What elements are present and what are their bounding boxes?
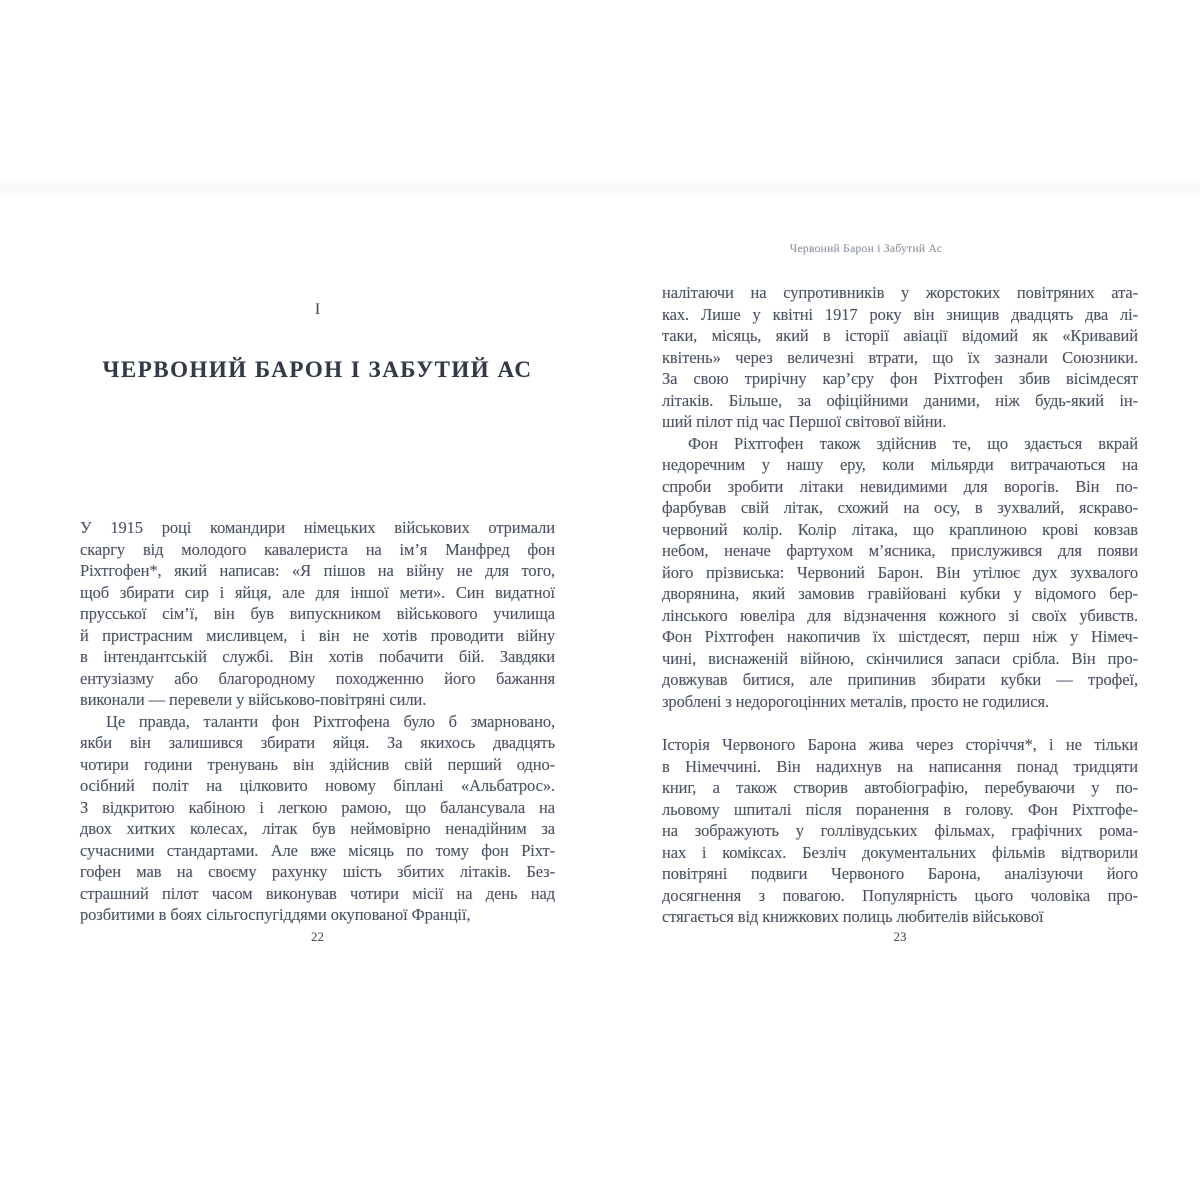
text-line: ентузіазму або благородному походженню його бажання bbox=[80, 668, 555, 688]
text-line: скаргу від молодого кавалериста на ім’я Манфред фон bbox=[80, 539, 555, 559]
text-line: фарбував свій літак, схожий на осу, в зухвалий, яскраво- bbox=[662, 498, 1138, 517]
text-line: небом, неначе фартухом м’ясника, прислужився для появи bbox=[662, 541, 1138, 560]
text-line: чотири години тренувань він здійснив свій перший одно- bbox=[80, 754, 555, 774]
text-line: спроби зробити літаки невидимими для ворогів. Він по- bbox=[662, 476, 1138, 496]
text-line: льовому шпиталі після поранення в голову. Фон Ріхтгофе- bbox=[662, 799, 1138, 819]
text-line: страшний пілот часом виконував чотири місії на день над bbox=[80, 883, 555, 903]
text-line: на зображують у голлівудських фільмах, графічних рома- bbox=[662, 821, 1138, 840]
text-line: ках. Лише у квітні 1917 року він знищив двадцять два лі- bbox=[662, 304, 1138, 324]
text-line: в інтендантській службі. Він хотів побачити бій. Завдяки bbox=[80, 647, 555, 666]
page-left-body bbox=[80, 517, 555, 926]
text-line: недоречним у нашу еру, коли мільярди витрачаються на bbox=[662, 455, 1138, 474]
text-line: щоб збирати сир і яйця, але для іншої мети». Син видатної bbox=[80, 582, 555, 602]
chapter-number: I bbox=[314, 301, 321, 318]
text-line: двох хитких колесах, літак був неймовірно ненадійним за bbox=[80, 819, 555, 838]
text-line: квітень» через величезні втрати, що їх зазнали Союзники. bbox=[662, 347, 1138, 367]
text-line: Фон Ріхтгофен також здійснив те, що здається вкрай bbox=[688, 433, 1138, 453]
text-line: таки, місяць, який в історії авіації відомий як «Кривавий bbox=[662, 326, 1138, 345]
text-line: літаків. Більше, за офіційними даними, ніж будь-який ін- bbox=[662, 390, 1138, 410]
scan-top-edge-shadow bbox=[0, 178, 1200, 198]
text-line: чині, виснаженій війною, скінчилися запаси срібла. Він про- bbox=[662, 648, 1138, 668]
chapter-title: ЧЕРВОНИЙ БАРОН І ЗАБУТИЙ АС bbox=[102, 357, 533, 382]
text-line: досягнення з повагою. Популярність цього чоловіка про- bbox=[662, 885, 1138, 905]
text-line: виконали — перевели у військово-повітряні сили. bbox=[80, 690, 427, 709]
text-line: ший пілот під час Першої світової війни. bbox=[662, 412, 947, 431]
text-line: червоний колір. Колір літака, що краплиною крові ковзав bbox=[662, 519, 1138, 539]
text-line: сучасними стандартами. Але вже місяць по тому фон Ріхт- bbox=[80, 840, 555, 860]
text-line: Це правда, таланти фон Ріхтгофена було б змарновано, bbox=[106, 711, 555, 731]
text-line: стягається від книжкових полиць любителів військової bbox=[662, 907, 1044, 926]
text-line: Фон Ріхтгофен накопичив їх шістдесят, перш ніж у Німеч- bbox=[662, 627, 1138, 646]
text-line: За свою трирічну кар’єру фон Ріхтгофен збив вісімдесят bbox=[662, 369, 1138, 388]
text-line: повітряні подвиги Червоного Барона, аналізуючи його bbox=[662, 864, 1138, 883]
text-line: розбитими в боях сільгоспугіддями окупованої Франції, bbox=[80, 905, 471, 924]
page-right-body bbox=[662, 282, 1138, 928]
text-line: дворянина, який замовив гравійовані кубки у відомого бер- bbox=[662, 584, 1138, 603]
text-line: У 1915 році командири німецьких військових отримали bbox=[80, 518, 555, 537]
text-line: книг, а також створив автобіографію, перебуваючи у по- bbox=[662, 778, 1138, 797]
text-line: його прізвиська: Червоний Барон. Він утілює дух зухвалого bbox=[662, 562, 1138, 582]
text-line: Ріхтгофен*, який написав: «Я пішов на війну не для того, bbox=[80, 561, 555, 580]
text-line: гофен мав на своєму рахунку шість збитих літаків. Без- bbox=[80, 862, 555, 881]
paragraph-gap bbox=[662, 712, 1138, 734]
text-line: налітаючи на супротивників у жорстоких повітряних ата- bbox=[662, 283, 1138, 302]
text-line: й пристрасним мисливцем, і він не хотів проводити війну bbox=[80, 625, 555, 645]
text-line: якби він залишився збирати яйця. За якихось двадцять bbox=[80, 733, 555, 752]
text-line: в Німеччині. Він надихнув на написання понад тридцяти bbox=[662, 756, 1138, 776]
text-line: лінського ювеліра для відзначення кожного зі своїх убивств. bbox=[662, 605, 1138, 625]
page-number-right: 23 bbox=[893, 929, 907, 944]
text-line: довжував битися, але припинив збирати кубки — трофеї, bbox=[662, 670, 1138, 689]
page-number-left: 22 bbox=[311, 929, 324, 944]
text-line: осібний політ на цілковито новому біплані «Альбатрос». bbox=[80, 776, 555, 795]
running-header: Червоний Барон і Забутий Ас bbox=[789, 243, 943, 255]
text-line: нах і коміксах. Безліч документальних фільмів відтворили bbox=[662, 842, 1138, 862]
text-line: зроблені з недорогоцінних металів, просто не годилися. bbox=[662, 691, 1049, 711]
text-line: Історія Червоного Барона жива через сторіччя*, і не тільки bbox=[662, 735, 1138, 754]
text-line: прусської сім’ї, він був випускником військового училища bbox=[80, 604, 555, 623]
text-line: З відкритою кабіною і легкою рамою, що балансувала на bbox=[80, 797, 555, 817]
